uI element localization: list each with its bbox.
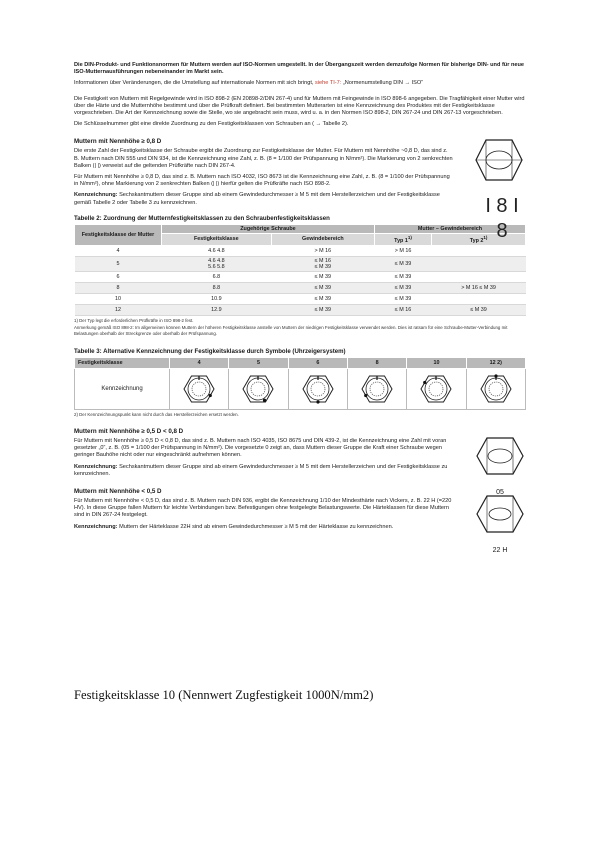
section2-heading: Muttern mit Nennhöhe ≥ 0,5 D < 0,8 D	[74, 428, 184, 436]
section-height-05-08	[74, 428, 526, 497]
intro-paragraph-1: Die Festigkeit von Muttern mit Regelgewinde wird in ISO 898-2 (EN 20898-2/DIN 267-4) und für Muttern mit Feingewinde in ISO 898-6 angegeben. Die Tragfähigkeit einer Mutter wird über die Härte und die Mutternhöhe bestimmt und über die Prüfkraft definiert. Bei bestimmten Mutterarten ist eine Kennzeichnung des Produktes mit der Festigkeitsklasse vorgeschrieben. Die Art der Kennzeichnung sowie die Stelle, wo sie angebracht sein muss, wird u. a. in den Normen ISO 898-2, DIN 267-24 und DIN 267-13 vorgeschrieben.	[74, 95, 525, 117]
table-cell-gb: ≤ M 39	[271, 282, 374, 293]
table-cell-t2	[432, 271, 526, 282]
intro-info	[74, 80, 526, 87]
table-cell-t1: > M 16	[374, 245, 431, 256]
table-cell-m: 12	[75, 304, 162, 315]
table-row	[75, 293, 526, 304]
table2-head-group1: Zugehörige Schraube	[162, 224, 375, 233]
table-cell-gb: ≤ M 39	[271, 293, 374, 304]
table-cell-gb: > M 16	[271, 245, 374, 256]
table-cell-t1: ≤ M 16	[374, 304, 431, 315]
section1-text	[74, 148, 454, 206]
nut-marking-figure	[469, 134, 532, 244]
clock-position-marker	[263, 399, 266, 402]
table-cell-m: 5	[75, 256, 162, 271]
clock-position-marker	[364, 394, 367, 397]
clock-symbol-10-icon	[419, 372, 453, 406]
table3-class-4: 4	[170, 358, 229, 369]
thin-nut-icon	[473, 434, 527, 478]
section1-p2: Für Muttern mit Nennhöhe ≥ 0,8 D, das sind z. B. Muttern nach ISO 4032, ISO 8673 ist die Kennzeichnung eine Zahl, z. B. (8 = 1/100 der Prüfspannung in N/mm²), ohne Markierung von 2 senkrechten Balken (| |) hierfür gelten die Prüfkräfte nach ISO 898-2.	[74, 174, 450, 188]
table3-class-8: 8	[347, 358, 406, 369]
nut-side-view-icon	[472, 134, 526, 186]
section1-heading: Muttern mit Nennhöhe ≥ 0,8 D	[74, 138, 162, 146]
table-cell-t2: ≤ M 39	[432, 304, 526, 315]
table3-caption: Tabelle 3: Alternative Kennzeichnung der Festigkeitsklasse durch Symbole (Uhrzeigersystem)	[74, 348, 346, 356]
flat-nut-icon	[473, 492, 527, 536]
table-cell-t2	[432, 293, 526, 304]
table-cell-m: 10	[75, 293, 162, 304]
section2-p1: Für Muttern mit Nennhöhe ≥ 0,5 D < 0,8 D, das sind z. B. Muttern nach ISO 4035, ISO 8675 und DIN 439-2, ist die Kennzeichnung eine Zahl mit voran gesetzter „0“, z. B. (05 = 1/100 der Prüfspannung in N/mm²). Die vorgesetzte 0 zeigt an, dass Muttern dieser Gruppe die Kraft einer Schraube wegen geringer Bauhöhe nicht oder nur eingeschränkt aufnehmen können.	[74, 438, 447, 459]
table2-sub-t1-text: Typ 1	[394, 237, 408, 244]
table-cell-m: 6	[75, 271, 162, 282]
table2-sub-t2-sup: 1)	[483, 234, 488, 240]
section1-p3	[74, 192, 454, 206]
table-cell-t1: ≤ M 39	[374, 271, 431, 282]
table-cell-fk: 10.9	[162, 293, 272, 304]
symbol-cell	[170, 369, 229, 410]
section1-p3-text: Sechskantmuttern dieser Gruppe sind ab einem Gewindedurchmesser ≥ M 5 mit dem Herstellerzeichen und der Festigkeitsklasse gemäß Tabelle 2 oder Tabelle 3 zu kennzeichnen.	[74, 192, 440, 206]
clock-symbol-6-icon	[301, 372, 335, 406]
symbol-cell	[288, 369, 347, 410]
table-cell-gb: ≤ M 16 ≤ M 39	[271, 256, 374, 271]
table3-note: 2) Der Kennzeichnungspunkt kann nicht durch das Herstellerzeichen ersetzt werden.	[74, 412, 239, 418]
table-cell-fk: 6.8	[162, 271, 272, 282]
clock-position-marker	[316, 401, 319, 404]
table-cell-fk: 4.6 4.8	[162, 245, 272, 256]
symbol-cell	[229, 369, 288, 410]
symbol-cell	[347, 369, 406, 410]
table3-class-12: 12 2)	[466, 358, 525, 369]
table-row	[75, 271, 526, 282]
clock-symbol-8-icon	[360, 372, 394, 406]
section1-p3-label: Kennzeichnung:	[74, 192, 118, 199]
table-cell-gb: ≤ M 39	[271, 304, 374, 315]
image-caption: Festigkeitsklasse 10 (Nennwert Zugfestigkeit 1000N/mm2)	[74, 688, 374, 702]
table-cell-gb: ≤ M 39	[271, 271, 374, 282]
table3	[74, 357, 526, 410]
table3-class-5: 5	[229, 358, 288, 369]
table-cell-fk: 12.9	[162, 304, 272, 315]
section2-p2-text: Sechskantmuttern dieser Gruppe sind ab einem Gewindedurchmesser ≥ M 5 mit dem Herstellerzeichen und der Festigkeitsklasse zu kennzeichnen.	[74, 463, 448, 477]
symbol-cell	[407, 369, 466, 410]
clock-position-marker	[209, 394, 212, 397]
table-cell-t2	[432, 245, 526, 256]
table-row	[75, 256, 526, 271]
table2-head-col1: Festigkeitsklasse der Mutter	[75, 224, 162, 245]
scanned-datasheet	[74, 62, 526, 555]
section1-p1: Die erste Zahl der Festigkeitsklasse der Schraube ergibt die Zuordnung zur Festigkeitsklasse der Mutter. Für Muttern mit Nennhöhe ~0,8 D, das sind z. B. Muttern nach DIN 555 und DIN 934, ist die Kennzeichnung eine Zahl, z. B. (8 = 1/100 der Prüfspannung in N/mm²). Die Markierung von 2 senkrechten Balken (| |) verweist auf die geltenden Prüfkräfte nach DIN 267-4.	[74, 148, 453, 169]
table2-sub-t1	[374, 233, 431, 245]
table2-sub-t1-sup: 1)	[407, 234, 412, 240]
table2-note2: Anmerkung gemäß ISO 898-2: Im allgemeinen können Muttern der höheren Festigkeitsklasse anstelle von Muttern der niedrigen Festigkeitsklasse verwendet werden. Dies ist ratsam für eine Schraube-Mutter-Verbindung mit Belastungen oberhalb der Streckgrenze oder oberhalb der Prüfspannung.	[74, 325, 508, 336]
table2-sub-t2-text: Typ 2	[469, 237, 484, 244]
clock-position-marker	[424, 381, 427, 384]
section3-heading: Muttern mit Nennhöhe < 0,5 D	[74, 488, 162, 496]
table-cell-t1: ≤ M 39	[374, 256, 431, 271]
mark-8: 8	[496, 220, 508, 243]
table2-body	[75, 245, 526, 315]
section2-p2-label: Kennzeichnung:	[74, 463, 118, 470]
mark-bars-8: I 8 I	[485, 195, 519, 218]
clock-symbol-4-icon	[182, 372, 216, 406]
nut-22h-figure	[472, 492, 528, 554]
table3-row-label: Kennzeichnung	[75, 369, 170, 410]
nut-05-label: 05	[496, 489, 504, 497]
table3-class-6: 6	[288, 358, 347, 369]
table2-sub-gb: Gewindebereich	[271, 233, 374, 245]
clock-symbol-12-icon	[479, 372, 513, 406]
section3-p2-text: Muttern der Härteklasse 22H sind ab einem Gewindedurchmesser ≥ M 5 mit der Härteklasse zu kennzeichnen.	[119, 523, 394, 530]
intro-info-end: „Normenumstellung DIN → ISO“	[342, 80, 424, 87]
section3-p1: Für Muttern mit Nennhöhe < 0,5 D, das sind z. B. Muttern nach DIN 936, ergibt die Kennzeichnung 1/10 der Mindesthärte nach Vickers, z. B. 22 H (=220 HV). In diese Gruppe fallen Muttern für leichte Verbindungen bzw. Befestigungen ohne festgelegte Belastungswerte. Die Härteklassen für diese Muttern sind in DIN 267-24 festgelegt.	[74, 498, 452, 519]
table-cell-t2: > M 16 ≤ M 39	[432, 282, 526, 293]
ti7-link[interactable]: siehe TI-7:	[315, 80, 342, 87]
table-row	[75, 304, 526, 315]
table3-class-10: 10	[407, 358, 466, 369]
table-cell-m: 8	[75, 282, 162, 293]
table-cell-t1: ≤ M 39	[374, 293, 431, 304]
intro-info-text: Informationen über Veränderungen, die die Umstellung auf internationale Normen mit sich bringt,	[74, 80, 314, 87]
table2-head-group2: Mutter – Gewindebereich	[374, 224, 525, 233]
section-height-lt-05	[74, 488, 526, 555]
section2-text	[74, 438, 454, 478]
table2-caption: Tabelle 2: Zuordnung der Mutternfestigkeitsklassen zu den Schraubenfestigkeitsklassen	[74, 214, 330, 222]
table-row	[75, 282, 526, 293]
section3-p2	[74, 524, 454, 531]
intro-bold: Die DIN-Produkt- und Funktionsnormen für Muttern werden auf ISO-Normen umgestellt. In der Übergangszeit werden demzufolge Normen für bisherige DIN- und für neue ISO-Mutternausführungen nebeneinander im Markt sein.	[74, 62, 525, 76]
section2-p2	[74, 464, 454, 478]
nut-22h-label: 22 H	[492, 547, 508, 555]
table-cell-m: 4	[75, 245, 162, 256]
nut-05-figure	[472, 434, 528, 496]
table2-sub-fk: Festigkeitsklasse	[162, 233, 272, 245]
symbol-cell	[466, 369, 525, 410]
clock-symbol-5-icon	[241, 372, 275, 406]
table2-note1: 1) Der Typ legt die erforderlichen Prüfkräfte in ISO 898-2 fest.	[74, 317, 194, 323]
table3-head: Festigkeitsklasse	[75, 358, 170, 369]
section3-p2-label: Kennzeichnung:	[74, 523, 118, 530]
section3-text	[74, 498, 454, 531]
table2	[74, 224, 526, 316]
table-cell-t2	[432, 256, 526, 271]
table-cell-t1: ≤ M 39	[374, 282, 431, 293]
intro-paragraph-2: Die Schlüsselnummer gibt eine direkte Zuordnung zu den Festigkeitsklassen von Schrauben an ( → Tabelle 2).	[74, 121, 349, 128]
table-row	[75, 245, 526, 256]
table-cell-fk: 4.6 4.8 5.6 5.8	[162, 256, 272, 271]
table-cell-fk: 8.8	[162, 282, 272, 293]
